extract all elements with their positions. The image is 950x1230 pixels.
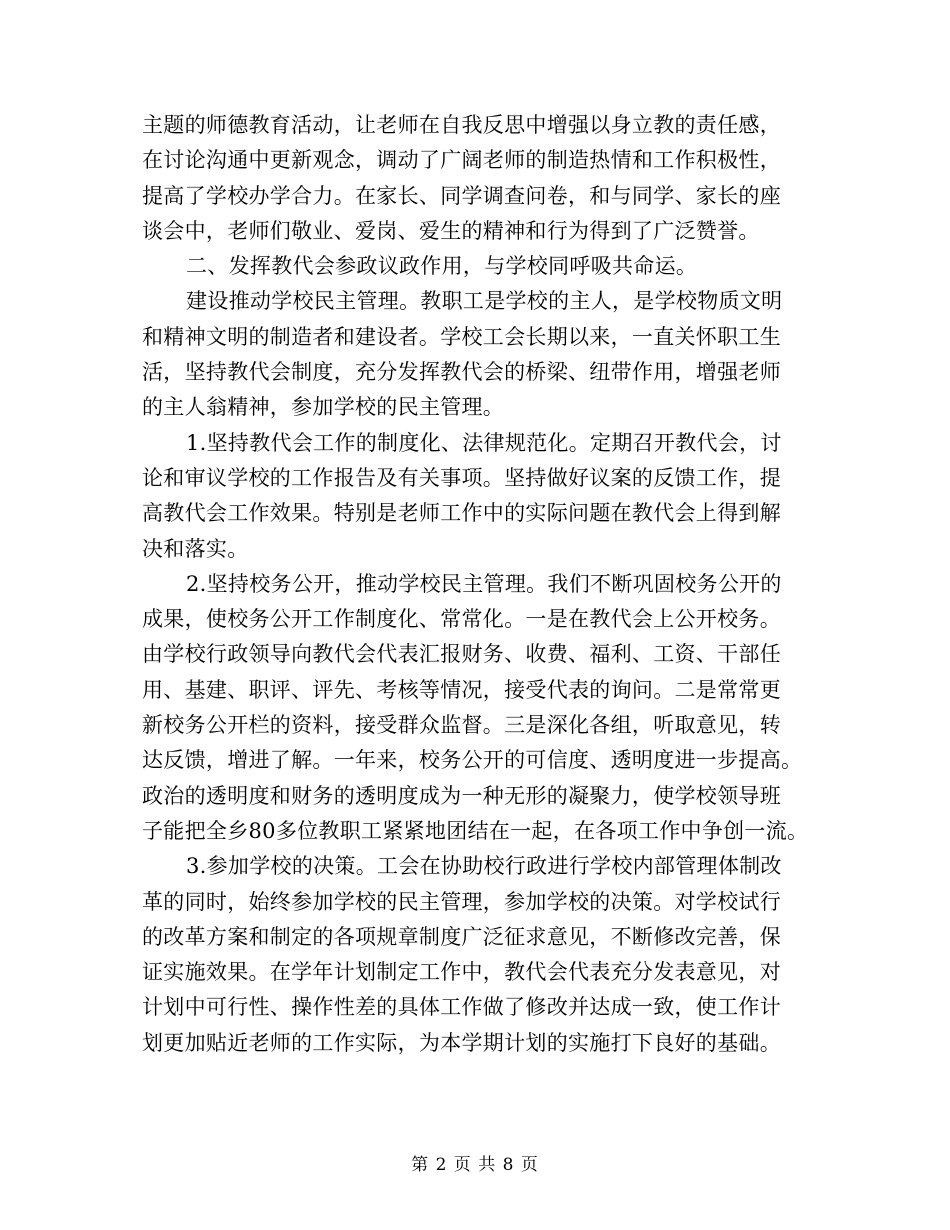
body-line: 新校务公开栏的资料，接受群众监督。三是深化各组，听取意见，转 [142,713,781,738]
body-line: 活，坚持教代会制度，充分发挥教代会的桥梁、纽带作用，增强老师 [142,360,781,385]
body-line: 成果，使校务公开工作制度化、常常化。一是在教代会上公开校务。 [142,607,781,632]
numbered-item-3: 3.参加学校的决策。工会在协助校行政进行学校内部管理体制改 [186,854,782,879]
body-line: 用、基建、职评、评先、考核等情况，接受代表的询问。二是常常更 [142,677,781,702]
body-line: 和精神文明的制造者和建设者。学校工会长期以来，一直关怀职工生 [142,324,781,349]
body-line: 高教代会工作效果。特别是老师工作中的实际问题在教代会上得到解 [142,501,781,526]
page-number-footer: 第 2 页 共 8 页 [411,1155,539,1175]
body-line: 革的同时，始终参加学校的民主管理，参加学校的决策。对学校试行 [142,889,781,914]
section-heading: 二、发挥教代会参政议政作用，与学校同呼吸共命运。 [186,254,698,279]
body-line: 的主人翁精神，参加学校的民主管理。 [142,395,505,420]
body-line: 主题的师德教育活动，让老师在自我反思中增强以身立教的责任感， [142,113,781,137]
numbered-item-2: 2.坚持校务公开，推动学校民主管理。我们不断巩固校务公开的 [186,571,782,596]
body-line: 由学校行政领导向教代会代表汇报财务、收费、福利、工资、干部任 [142,642,781,667]
body-line: 划更加贴近老师的工作实际，为本学期计划的实施打下良好的基础。 [142,1030,781,1055]
body-line: 子能把全乡80多位教职工紧紧地团结在一起，在各项工作中争创一流。 [142,818,809,843]
body-line: 达反馈，增进了解。一年来，校务公开的可信度、透明度进一步提高。 [142,748,803,773]
body-line: 证实施效果。在学年计划制定工作中，教代会代表充分发表意见，对 [142,960,781,985]
body-line: 决和落实。 [142,536,249,561]
body-line: 提高了学校办学合力。在家长、同学调查问卷，和与同学、家长的座 [142,183,781,208]
body-line: 计划中可行性、操作性差的具体工作做了修改并达成一致，使工作计 [142,995,781,1020]
body-line: 论和审议学校的工作报告及有关事项。坚持做好议案的反馈工作，提 [142,465,781,490]
body-line: 谈会中，老师们敬业、爱岗、爱生的精神和行为得到了广泛赞誉。 [142,218,760,243]
paragraph-first-line: 建设推动学校民主管理。教职工是学校的主人，是学校物质文明 [186,289,783,314]
numbered-item-1: 1.坚持教代会工作的制度化、法律规范化。定期召开教代会，讨 [186,430,782,455]
body-line: 的改革方案和制定的各项规章制度广泛征求意见，不断修改完善，保 [142,924,781,949]
body-line: 在讨论沟通中更新观念，调动了广阔老师的制造热情和工作积极性， [142,148,781,173]
body-line: 政治的透明度和财务的透明度成为一种无形的凝聚力，使学校领导班 [142,783,781,808]
document-body [142,108,842,1061]
